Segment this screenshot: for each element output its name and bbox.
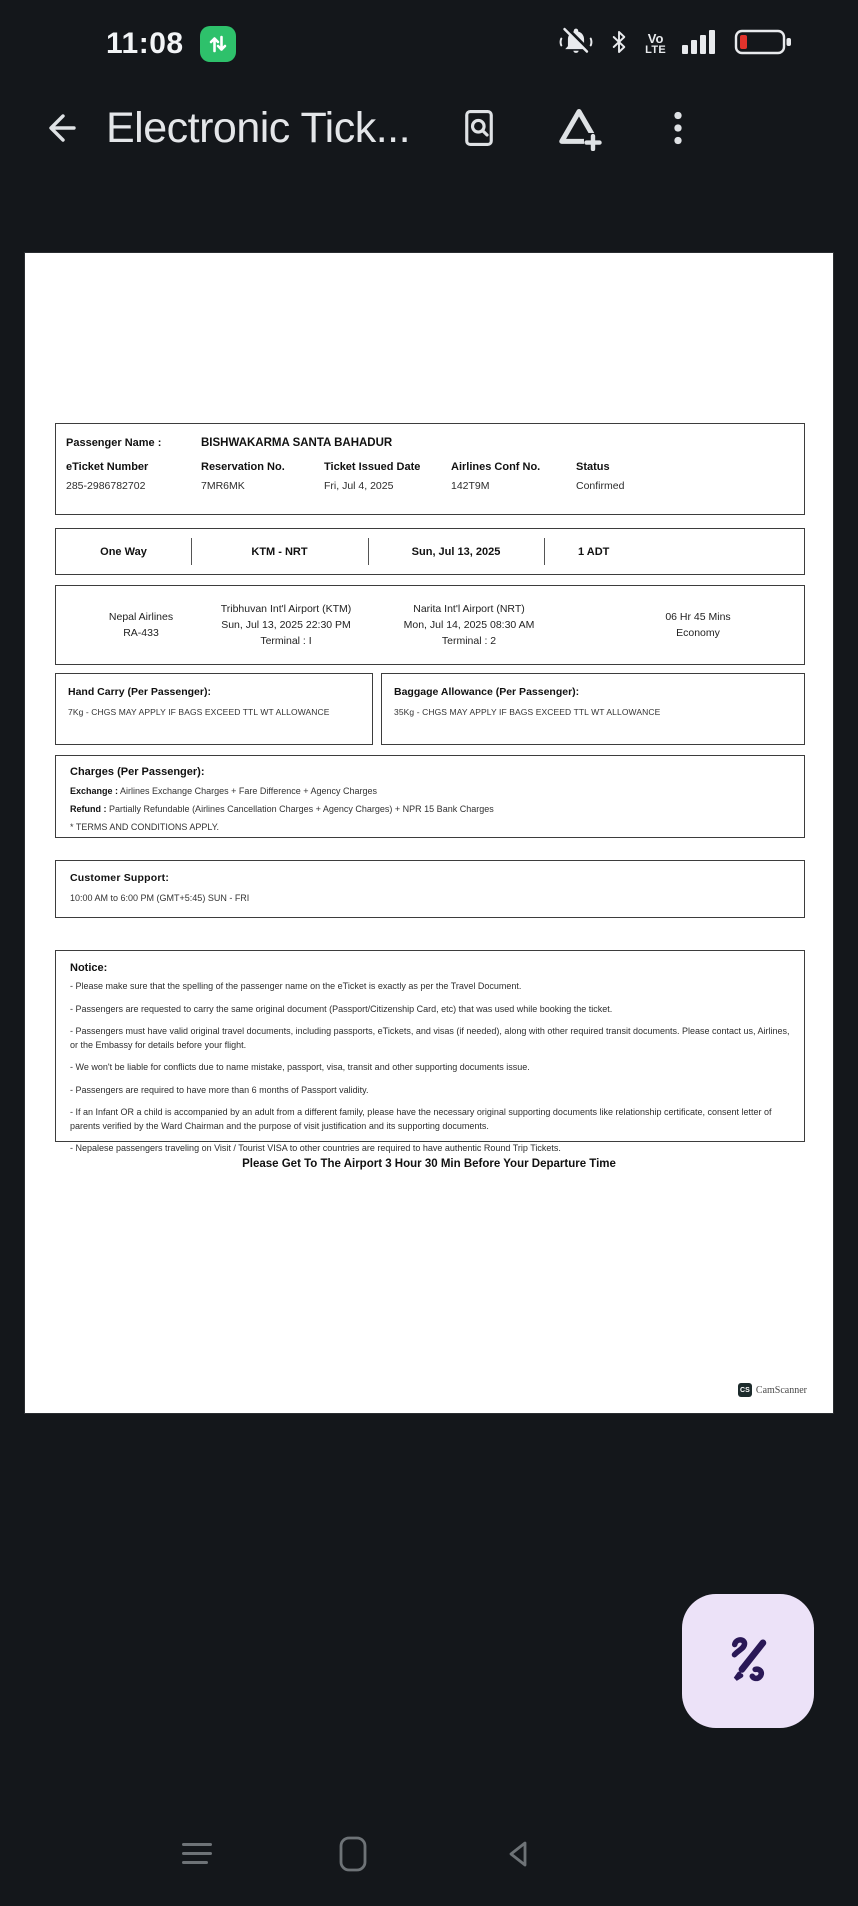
- reservation-no-label: Reservation No.: [201, 461, 285, 473]
- airline-cell: [56, 586, 226, 664]
- hand-carry-title: Hand Carry (Per Passenger):: [68, 686, 211, 698]
- android-nav-bar: [0, 1810, 858, 1900]
- data-transfer-icon: [200, 26, 236, 62]
- airlines-conf-no-label: Airlines Conf No.: [451, 461, 541, 473]
- flight-number: RA-433: [123, 627, 159, 639]
- cabin-class: Economy: [676, 627, 720, 639]
- nav-back-button[interactable]: [488, 1822, 552, 1886]
- notice-title: Notice:: [70, 962, 108, 974]
- eticket-number-label: eTicket Number: [66, 461, 149, 473]
- departure-airport: Tribhuvan Int'l Airport (KTM): [220, 603, 352, 615]
- passenger-name-value: BISHWAKARMA SANTA BAHADUR: [201, 437, 393, 449]
- departure-datetime: Sun, Jul 13, 2025 22:30 PM: [221, 619, 351, 631]
- airline-name: Nepal Airlines: [108, 611, 174, 623]
- notifications-muted-icon: [559, 25, 593, 64]
- camscanner-watermark: [738, 1383, 807, 1397]
- notice-item: - Please make sure that the spelling of the passenger name on the eTicket is exactly as per the Travel Document.: [70, 981, 522, 991]
- trip-summary-row: [55, 528, 805, 575]
- charges-title: Charges (Per Passenger):: [70, 766, 205, 778]
- app-bar-actions: [458, 88, 698, 168]
- arrival-airport: Narita Int'l Airport (NRT): [413, 603, 525, 615]
- ticket-issued-date-label: Ticket Issued Date: [324, 461, 421, 473]
- add-to-drive-button[interactable]: [556, 105, 602, 151]
- app-bar: [0, 88, 858, 168]
- charges-box: [55, 755, 805, 838]
- signal-strength-icon: [680, 28, 720, 61]
- hand-carry-box: [55, 673, 373, 745]
- ticket-issued-date-value: Fri, Jul 4, 2025: [324, 480, 394, 492]
- customer-support-hours: 10:00 AM to 6:00 PM (GMT+5:45) SUN - FRI: [70, 893, 250, 903]
- flight-details-row: [55, 585, 805, 665]
- bluetooth-icon: [607, 28, 631, 61]
- passenger-name-label: Passenger Name :: [66, 437, 162, 449]
- refund-line: [70, 804, 790, 814]
- nav-menu-button[interactable]: [165, 1822, 229, 1886]
- duration-cell: [592, 586, 804, 664]
- trip-type: One Way: [100, 545, 147, 558]
- notice-item: - We won't be liable for conflicts due to name mistake, passport, visa, transit and other supporting documents issue.: [70, 1062, 530, 1072]
- arrival-terminal: Terminal : 2: [441, 635, 497, 647]
- camscanner-icon: CS: [738, 1383, 752, 1397]
- status-time: 11:08: [106, 27, 184, 60]
- exchange-value: Airlines Exchange Charges + Fare Difference + Agency Charges: [120, 786, 378, 796]
- customer-support-title: Customer Support:: [70, 872, 170, 884]
- battery-low-icon: [734, 28, 794, 61]
- eticket-number-value: 285-2986782702: [66, 480, 146, 492]
- baggage-allowance-title: Baggage Allowance (Per Passenger):: [394, 686, 580, 698]
- reservation-no-value: 7MR6MK: [201, 480, 245, 492]
- notice-item: - Passengers are required to have more than 6 months of Passport validity.: [70, 1084, 369, 1095]
- exchange-label: Exchange :: [70, 786, 119, 796]
- nav-home-button[interactable]: [321, 1822, 385, 1886]
- departure-terminal: Terminal : I: [260, 635, 312, 647]
- trip-pax: 1 ADT: [544, 529, 804, 574]
- passenger-info-table: [55, 423, 805, 515]
- airlines-conf-no-value: 142T9M: [451, 480, 490, 492]
- trip-route: KTM - NRT: [191, 529, 368, 574]
- terms-line: * TERMS AND CONDITIONS APPLY.: [70, 822, 220, 832]
- notice-item: - Passengers must have valid original travel documents, including passports, eTickets, and visas (if needed), along with other required transit documents. Please contact us, Airlines, or the Embassy for details before your flight.: [70, 1026, 790, 1050]
- status-label: Status: [576, 461, 610, 473]
- annotate-signature-fab[interactable]: [682, 1594, 814, 1728]
- refund-label: Refund :: [70, 804, 107, 814]
- hand-carry-value: 7Kg - CHGS MAY APPLY IF BAGS EXCEED TTL WT ALLOWANCE: [68, 707, 330, 717]
- notice-item: - If an Infant OR a child is accompanied by an adult from a different family, please have the necessary original supporting documents like relationship certificate, consent letter of parents verified by the Ward Chairman and the purpose of visit justification and its supporting documents.: [70, 1107, 772, 1131]
- flight-duration: 06 Hr 45 Mins: [665, 611, 731, 623]
- status-bar: [0, 18, 858, 70]
- notice-box: [55, 950, 805, 1153]
- pen-signature-icon: [717, 1629, 779, 1694]
- arrival-datetime: Mon, Jul 14, 2025 08:30 AM: [403, 619, 535, 631]
- exchange-line: [70, 786, 790, 796]
- status-value: Confirmed: [576, 480, 625, 492]
- baggage-allowance-box: [381, 673, 805, 745]
- eticket-document-page[interactable]: [25, 253, 833, 1413]
- camscanner-label: CamScanner: [755, 1384, 807, 1396]
- customer-support-box: [55, 860, 805, 918]
- find-in-document-button[interactable]: [458, 107, 500, 149]
- trip-date: Sun, Jul 13, 2025: [368, 529, 544, 574]
- baggage-allowance-value: 35Kg - CHGS MAY APPLY IF BAGS EXCEED TTL WT ALLOWANCE: [394, 707, 661, 717]
- arrival-cell: [346, 586, 592, 664]
- notice-item: - Passengers are requested to carry the same original document (Passport/Citizenship Card, etc) that was used while booking the ticket.: [70, 1003, 613, 1014]
- volte-icon: Vo LTE: [645, 30, 666, 56]
- departure-cell: [220, 586, 352, 664]
- refund-value: Partially Refundable (Airlines Cancellation Charges + Agency Charges) + NPR 15 Bank Charges: [109, 804, 494, 814]
- notice-item: - Nepalese passengers traveling on Visit / Tourist VISA to other countries are required to have authentic Round Trip Tickets.: [70, 1143, 561, 1153]
- airport-arrival-note: Please Get To The Airport 3 Hour 30 Min Before Your Departure Time: [242, 1158, 616, 1170]
- back-button[interactable]: [36, 104, 84, 152]
- overflow-menu-button[interactable]: [658, 108, 698, 148]
- document-title: Electronic Tick...: [106, 103, 411, 152]
